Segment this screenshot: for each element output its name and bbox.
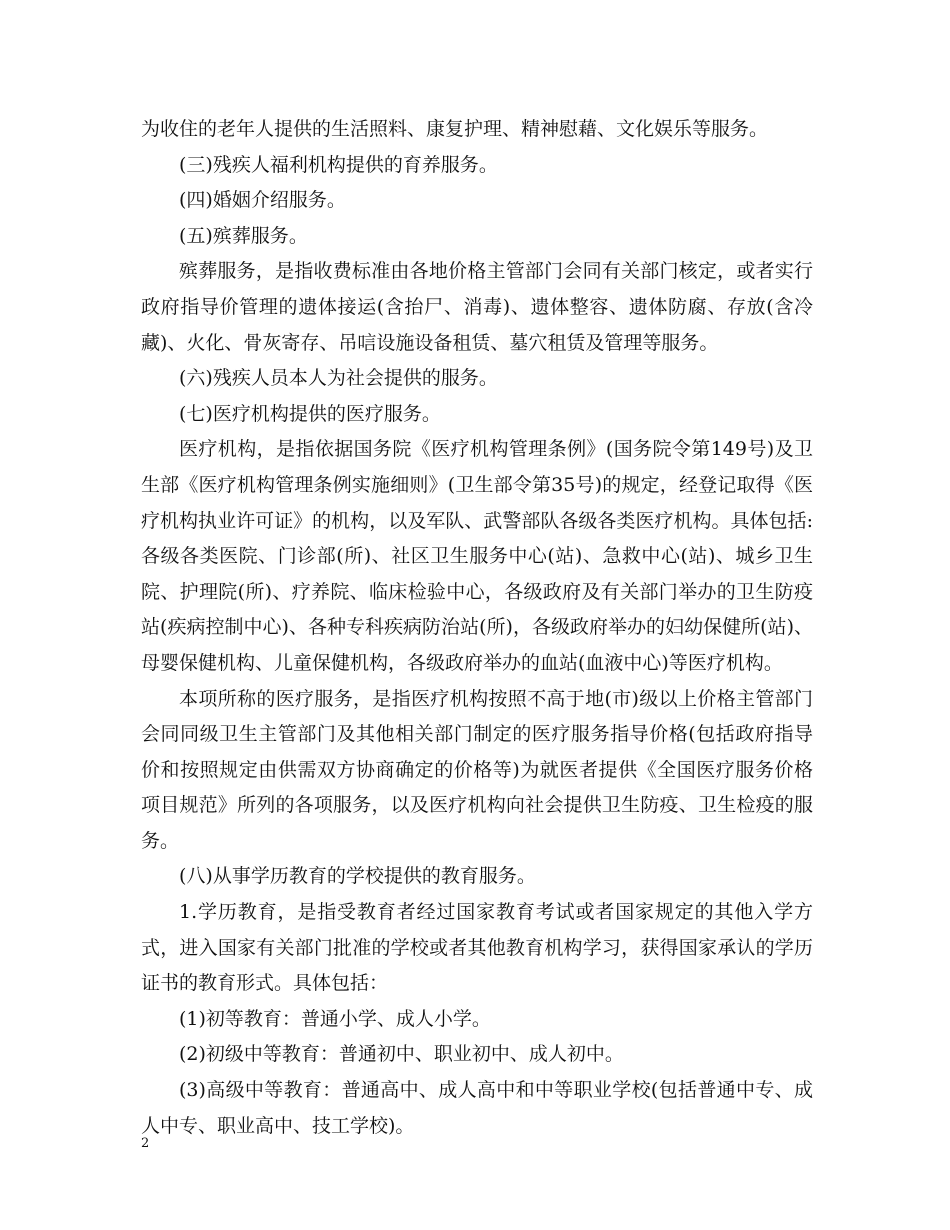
body-paragraph: 为收住的老年人提供的生活照料、康复护理、精神慰藉、文化娱乐等服务。 bbox=[141, 118, 769, 140]
body-paragraph: 本项所称的医疗服务，是指医疗机构按照不高于地(市)级以上价格主管部门会同同级卫生主管部门及其他相关部门制定的医疗服务指导价格(包括政府指导价和按照规定由供需双方协商确定的价格等)为就医者提供《全国医疗服务价格项目规范》所列的各项服务，以及医疗机构向社会提供卫生防疫、卫生检疫的服务。 bbox=[141, 687, 813, 852]
section-heading-5: (五)殡葬服务。 bbox=[179, 224, 308, 247]
document-body bbox=[141, 112, 813, 1144]
body-paragraph: 殡葬服务，是指收费标准由各地价格主管部门会同有关部门核定，或者实行政府指导价管理的遗体接运(含抬尸、消毒)、遗体整容、遗体防腐、存放(含冷藏)、火化、骨灰寄存、吊唁设施设备租赁、墓穴租赁及管理等服务。 bbox=[141, 260, 813, 354]
list-item: (1)初等教育：普通小学、成人小学。 bbox=[179, 1007, 491, 1030]
section-heading-6: (六)残疾人员本人为社会提供的服务。 bbox=[179, 367, 498, 390]
body-paragraph: 医疗机构，是指依据国务院《医疗机构管理条例》(国务院令第149号)及卫生部《医疗机构管理条例实施细则》(卫生部令第35号)的规定，经登记取得《医疗机构执业许可证》的机构，以及军队、武警部队各级各类医疗机构。具体包括:各级各类医院、门诊部(所)、社区卫生服务中心(站)、急救中心(站)、城乡卫生院、护理院(所)、疗养院、临床检验中心，各级政府及有关部门举办的卫生防疫站(疾病控制中心)、各种专科疾病防治站(所)，各级政府举办的妇幼保健所(站)、母婴保健机构、儿童保健机构，各级政府举办的血站(血液中心)等医疗机构。 bbox=[141, 438, 813, 674]
section-heading-4: (四)婚姻介绍服务。 bbox=[179, 189, 346, 212]
list-item: (3)高级中等教育：普通高中、成人高中和中等职业学校(包括普通中专、成人中专、职业高中、技工学校)。 bbox=[141, 1079, 813, 1137]
page-number: 2 bbox=[141, 1136, 150, 1151]
section-heading-7: (七)医疗机构提供的医疗服务。 bbox=[179, 402, 441, 425]
list-item: (2)初级中等教育：普通初中、职业初中、成人初中。 bbox=[179, 1043, 624, 1066]
section-heading-3: (三)残疾人福利机构提供的育养服务。 bbox=[179, 153, 498, 176]
body-paragraph: 1.学历教育，是指受教育者经过国家教育考试或者国家规定的其他入学方式，进入国家有关部门批准的学校或者其他教育机构学习，获得国家承认的学历证书的教育形式。具体包括： bbox=[141, 901, 813, 995]
section-heading-8: (八)从事学历教育的学校提供的教育服务。 bbox=[179, 865, 536, 888]
